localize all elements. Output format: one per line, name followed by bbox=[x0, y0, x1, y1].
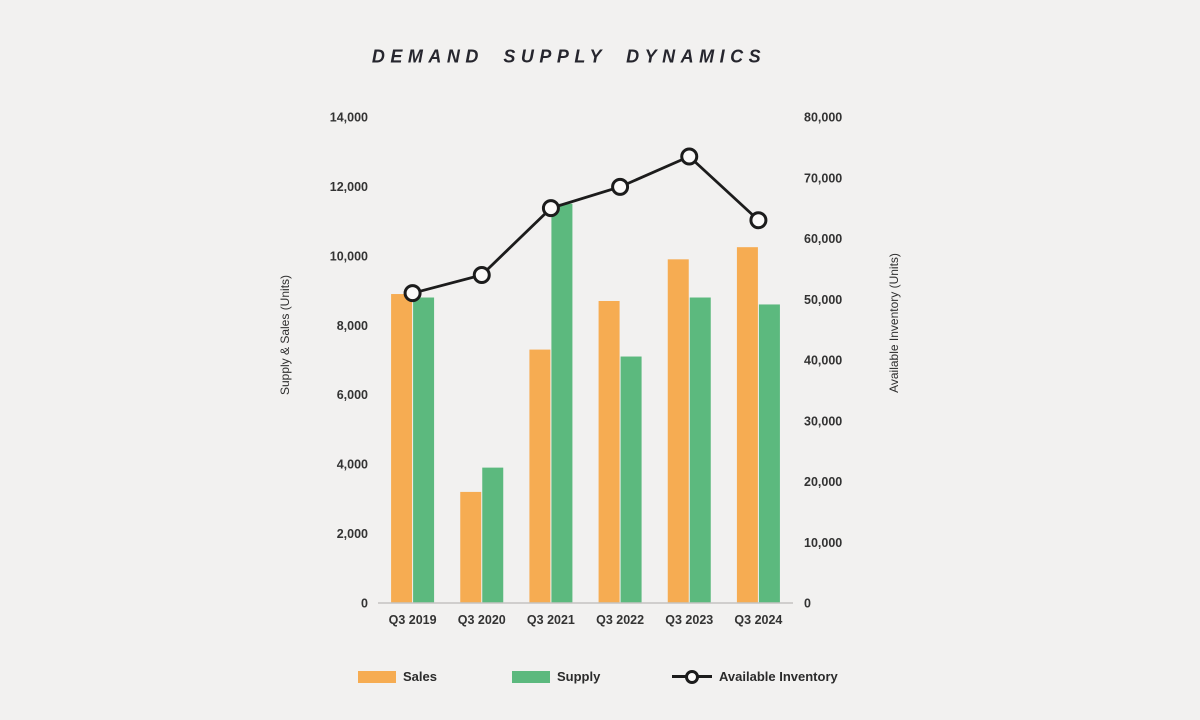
y-axis-tick-right: 10,000 bbox=[804, 535, 843, 550]
y-axis-tick-right: 50,000 bbox=[804, 292, 843, 307]
y-axis-tick-left: 2,000 bbox=[336, 527, 368, 542]
bar-sales-q3-2021 bbox=[529, 350, 550, 603]
y-axis-tick-left: 4,000 bbox=[336, 457, 368, 472]
y-axis-tick-right: 20,000 bbox=[804, 475, 843, 489]
line-marker-available-inventory-q3-2023 bbox=[682, 149, 697, 164]
bar-sales-q3-2024 bbox=[737, 247, 758, 603]
legend-label-available-inventory: Available Inventory bbox=[719, 669, 838, 684]
left-axis-title: Supply & Sales (Units) bbox=[278, 274, 292, 396]
chart-title: DEMAND SUPPLY DYNAMICS bbox=[371, 46, 767, 67]
legend-item-available-inventory bbox=[672, 669, 838, 684]
y-axis-tick-left: 14,000 bbox=[329, 110, 368, 125]
y-axis-tick-left: 12,000 bbox=[329, 179, 368, 194]
legend-item-sales bbox=[358, 669, 437, 684]
bar-supply-q3-2023 bbox=[690, 298, 711, 603]
y-axis-tick-right: 0 bbox=[804, 596, 811, 611]
line-marker-available-inventory-q3-2020 bbox=[474, 267, 489, 282]
y-axis-tick-left: 8,000 bbox=[336, 318, 368, 333]
bar-supply-q3-2019 bbox=[413, 298, 434, 603]
legend-item-supply bbox=[512, 669, 600, 684]
legend-label-sales: Sales bbox=[403, 669, 437, 684]
right-axis-title: Available Inventory (Units) bbox=[887, 253, 901, 393]
bar-supply-q3-2022 bbox=[621, 357, 642, 603]
bar-supply-q3-2020 bbox=[482, 468, 503, 603]
line-marker-available-inventory-q3-2021 bbox=[543, 201, 558, 216]
x-axis-label-q3-2020: Q3 2020 bbox=[457, 613, 506, 627]
x-axis-label-q3-2021: Q3 2021 bbox=[526, 613, 575, 627]
x-axis-label-q3-2023: Q3 2023 bbox=[665, 613, 714, 627]
bar-sales-q3-2023 bbox=[668, 259, 689, 603]
bar-supply-q3-2021 bbox=[551, 204, 572, 603]
y-axis-tick-right: 70,000 bbox=[804, 171, 843, 186]
line-marker-available-inventory-q3-2019 bbox=[405, 286, 420, 301]
x-axis-label-q3-2022: Q3 2022 bbox=[596, 613, 645, 627]
y-axis-tick-left: 0 bbox=[361, 596, 368, 611]
y-axis-tick-right: 40,000 bbox=[804, 353, 843, 368]
bar-sales-q3-2019 bbox=[391, 294, 412, 603]
y-axis-tick-left: 10,000 bbox=[329, 249, 368, 264]
bar-sales-q3-2022 bbox=[599, 301, 620, 603]
y-axis-tick-right: 60,000 bbox=[804, 232, 843, 246]
x-axis-label-q3-2024: Q3 2024 bbox=[734, 613, 783, 627]
legend-label-supply: Supply bbox=[557, 669, 601, 684]
x-axis-label-q3-2019: Q3 2019 bbox=[388, 613, 437, 627]
inventory-line-swatch bbox=[672, 670, 712, 684]
line-series-available-inventory bbox=[413, 156, 759, 293]
bar-supply-q3-2024 bbox=[759, 304, 780, 603]
y-axis-tick-left: 6,000 bbox=[336, 388, 368, 403]
y-axis-tick-right: 30,000 bbox=[804, 414, 843, 429]
supply-swatch bbox=[512, 671, 550, 683]
sales-swatch bbox=[358, 671, 396, 683]
line-marker-available-inventory-q3-2022 bbox=[613, 179, 628, 194]
y-axis-tick-right: 80,000 bbox=[804, 110, 843, 125]
line-marker-available-inventory-q3-2024 bbox=[751, 213, 766, 228]
bar-sales-q3-2020 bbox=[460, 492, 481, 603]
